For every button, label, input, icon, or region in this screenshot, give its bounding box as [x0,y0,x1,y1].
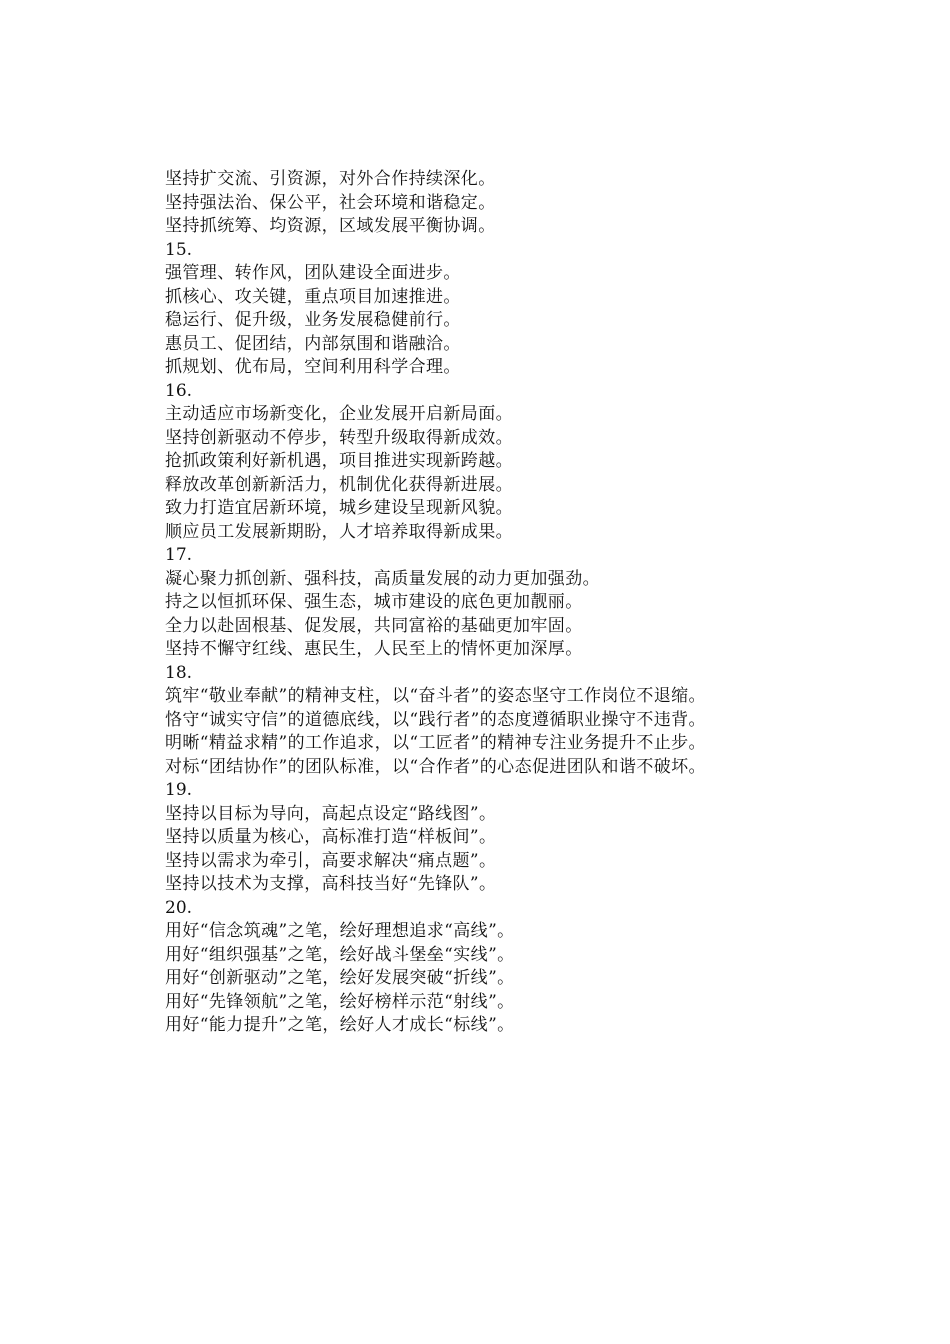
text-line: 惠员工、促团结，内部氛围和谐融洽。 [165,333,461,354]
text-line: 抢抓政策利好新机遇，项目推进实现新跨越。 [165,451,513,471]
text-line: 致力打造宜居新环境，城乡建设呈现新风貌。 [165,498,513,518]
text-line: 主动适应市场新变化，企业发展开启新局面。 [165,404,513,424]
text-line: 持之以恒抓环保、强生态，城市建设的底色更加靓丽。 [165,592,583,612]
text-line: 坚持以目标为导向，高起点设定“路线图”。 [165,803,497,824]
text-line: 强管理、转作风，团队建设全面进步。 [165,263,461,283]
section-number: 19. [165,780,193,800]
section-number: 15. [165,239,193,260]
text-line: 筑牢“敬业奉献”的精神支柱，以“奋斗者”的姿态坚守工作岗位不退缩。 [165,686,706,706]
text-line: 用好“信念筑魂”之笔，绘好理想追求“高线”。 [165,921,515,941]
text-line: 抓规划、优布局，空间利用科学合理。 [165,357,461,377]
text-line: 坚持以质量为核心，高标准打造“样板间”。 [165,827,497,847]
text-line: 明晰“精益求精”的工作追求，以“工匠者”的精神专注业务提升不止步。 [165,733,706,753]
section-number: 20. [165,897,193,918]
text-line: 坚持创新驱动不停步，转型升级取得新成效。 [165,427,513,448]
text-line: 用好“创新驱动”之笔，绘好发展突破“折线”。 [165,968,515,988]
text-line: 释放改革创新新活力，机制优化获得新进展。 [165,474,513,495]
text-line: 坚持以技术为支撑，高科技当好“先锋队”。 [165,874,497,894]
text-line: 抓核心、攻关键，重点项目加速推进。 [165,286,461,307]
text-line: 坚持以需求为牵引，高要求解决“痛点题”。 [165,850,497,871]
text-line: 恪守“诚实守信”的道德底线，以“践行者”的态度遵循职业操守不违背。 [165,709,706,730]
text-line: 用好“组织强基”之笔，绘好战斗堡垒“实线”。 [165,944,515,965]
text-line: 顺应员工发展新期盼，人才培养取得新成果。 [165,521,513,542]
text-line: 用好“先锋领航”之笔，绘好榜样示范“射线”。 [165,991,515,1012]
text-line: 凝心聚力抓创新、强科技，高质量发展的动力更加强劲。 [165,568,600,589]
text-line: 对标“团结协作”的团队标准，以“合作者”的心态促进团队和谐不破坏。 [165,756,706,777]
document-body [165,168,805,1038]
section-number: 17. [165,545,193,565]
section-number: 16. [165,380,193,401]
text-line: 稳运行、促升级，业务发展稳健前行。 [165,310,461,330]
section-number: 18. [165,662,193,683]
text-line: 坚持抓统筹、均资源，区域发展平衡协调。 [165,216,496,236]
text-line: 全力以赴固根基、促发展，共同富裕的基础更加牢固。 [165,615,583,636]
text-line: 用好“能力提升”之笔，绘好人才成长“标线”。 [165,1015,515,1035]
text-line: 坚持扩交流、引资源，对外合作持续深化。 [165,169,496,189]
text-line: 坚持不懈守红线、惠民生，人民至上的情怀更加深厚。 [165,639,583,659]
text-line: 坚持强法治、保公平，社会环境和谐稳定。 [165,192,496,213]
